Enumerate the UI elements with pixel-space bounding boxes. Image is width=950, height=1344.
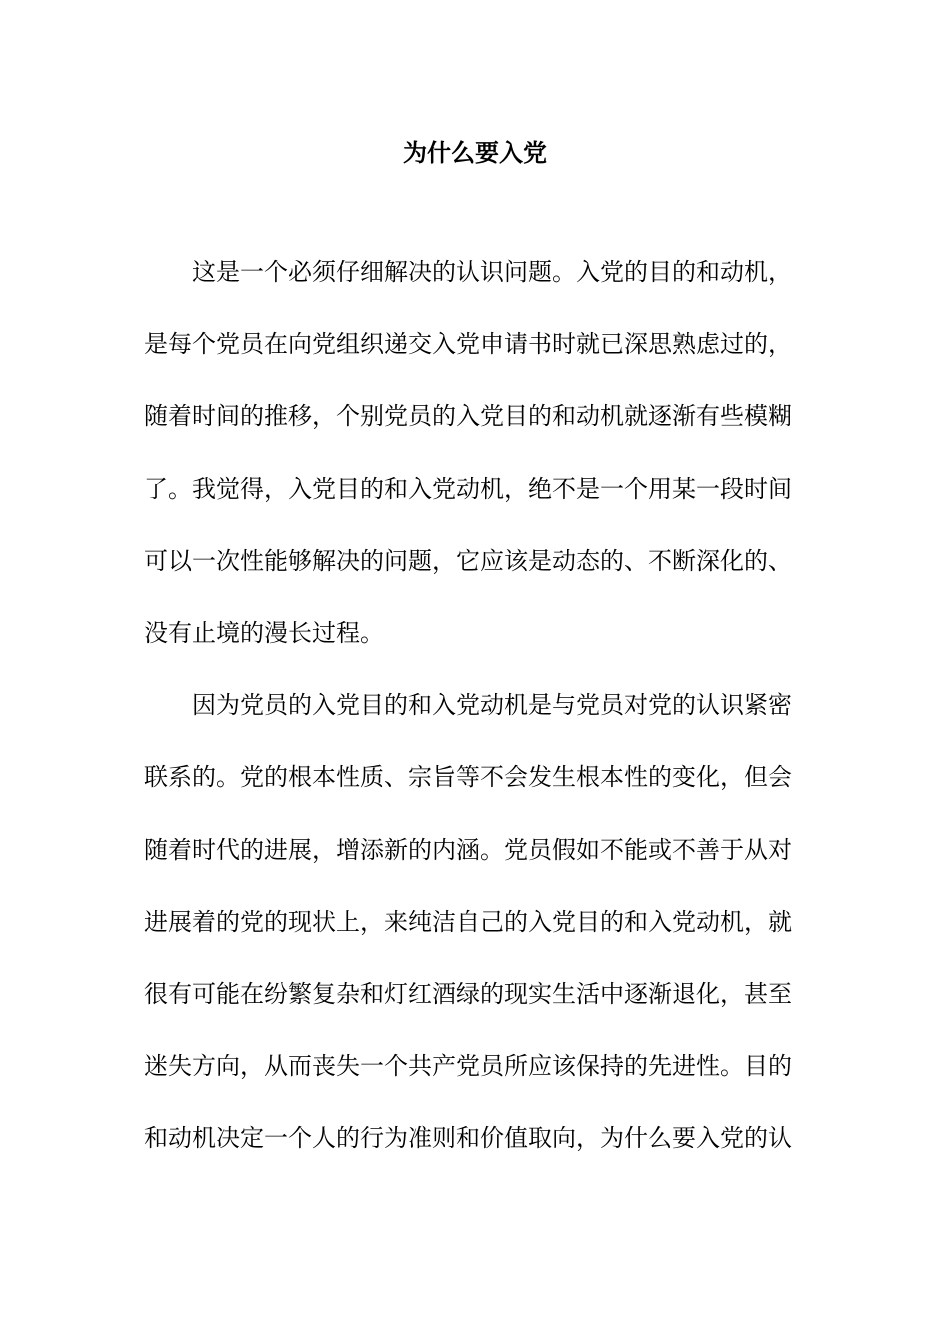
body-line: 可以一次性能够解决的问题，它应该是动态的、不断深化的、 bbox=[144, 546, 792, 575]
body-line: 联系的。党的根本性质、宗旨等不会发生根本性的变化，但会 bbox=[144, 763, 792, 792]
body-line: 随着时间的推移，个别党员的入党目的和动机就逐渐有些模糊 bbox=[144, 402, 792, 431]
body-line: 和动机决定一个人的行为准则和价值取向，为什么要入党的认 bbox=[144, 1124, 792, 1153]
body-line: 没有止境的漫长过程。 bbox=[144, 618, 384, 647]
body-line: 因为党员的入党目的和入党动机是与党员对党的认识紧密 bbox=[192, 691, 792, 720]
body-line: 进展着的党的现状上，来纯洁自己的入党目的和入党动机，就 bbox=[144, 907, 792, 936]
body-line: 了。我觉得，入党目的和入党动机，绝不是一个用某一段时间 bbox=[144, 474, 792, 503]
document-title: 为什么要入党 bbox=[403, 138, 547, 167]
body-line: 迷失方向，从而丧失一个共产党员所应该保持的先进性。目的 bbox=[144, 1052, 792, 1081]
document-body bbox=[144, 250, 806, 1188]
body-line: 随着时代的进展，增添新的内涵。党员假如不能或不善于从对 bbox=[144, 835, 792, 864]
body-line: 这是一个必须仔细解决的认识问题。入党的目的和动机， bbox=[192, 258, 792, 286]
body-line: 是每个党员在向党组织递交入党申请书时就已深思熟虑过的， bbox=[144, 330, 792, 359]
body-line: 很有可能在纷繁复杂和灯红酒绿的现实生活中逐渐退化，甚至 bbox=[144, 979, 792, 1008]
